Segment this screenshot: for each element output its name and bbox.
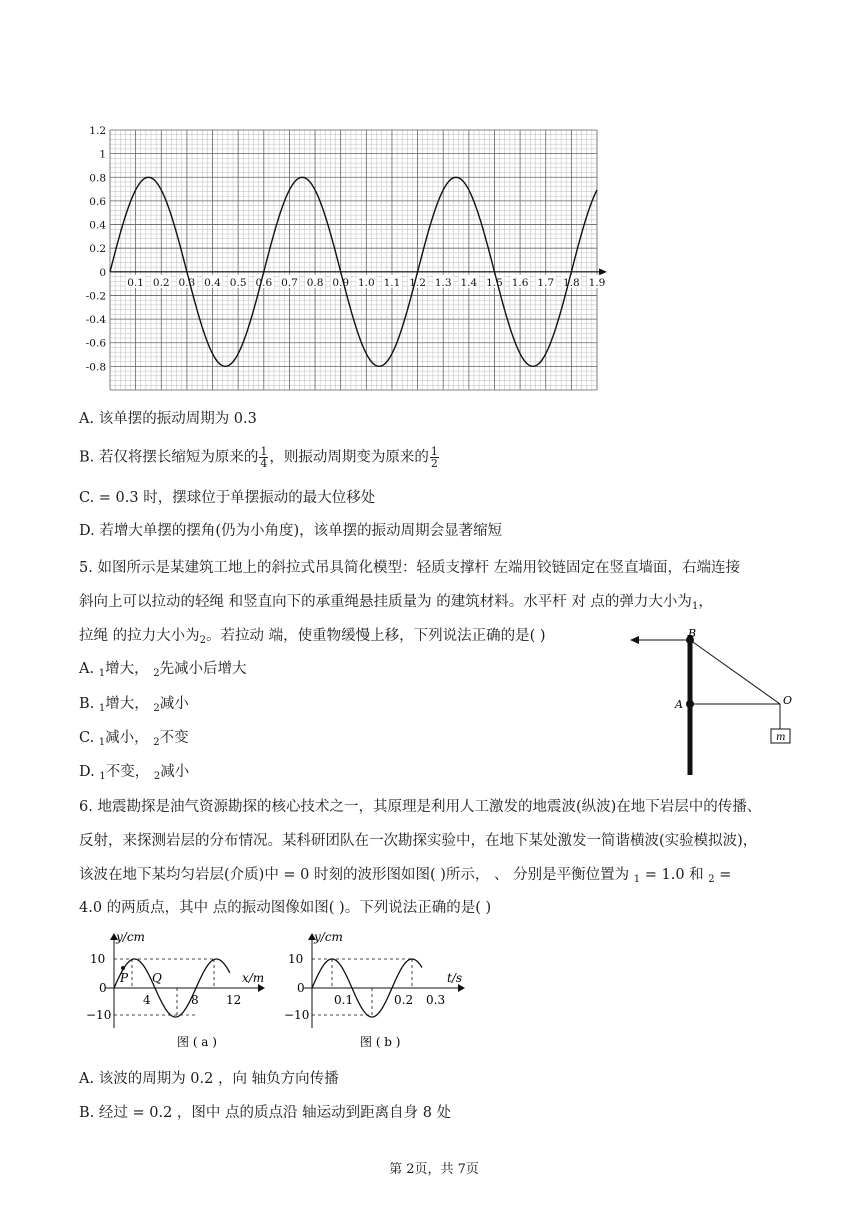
q6-option-b: B. 经过 = 0.2 ，图中 点的质点沿 轴运动到距离自身 8 处 [79, 1105, 452, 1121]
figure-caption-b: 图 ( b ) [360, 1035, 401, 1049]
subscript: 2 [153, 703, 160, 714]
option-label: D. [79, 764, 100, 780]
x-tick: 0.2 [394, 993, 414, 1007]
subscript: 2 [199, 635, 206, 646]
y-tick: −10 [86, 1008, 112, 1022]
subscript: 1 [98, 668, 106, 679]
arrow-head-icon [630, 636, 639, 644]
y-tick: 0 [99, 981, 107, 995]
q5-option-c [79, 728, 189, 753]
q4-option-b [79, 446, 440, 469]
x-axis-label: x/m [242, 971, 265, 985]
subscript: 1 [633, 874, 641, 885]
x-tick-label: 0.3 [178, 276, 196, 289]
q5-stem-line-3 [79, 626, 546, 651]
subscript: 1 [99, 771, 106, 782]
option-text: 不变 [159, 730, 189, 746]
x-tick-label: 0.2 [152, 276, 170, 289]
rope-bo [690, 640, 780, 704]
q5-stem-line-2-text: 斜向上可以拉动的轻绳 和竖直向下的承重绳悬挂质量为 的建筑材料。水平杆 对 点的弹力大小为 [79, 594, 692, 610]
q6-stem-line-3-mid: = 1.0 和 [640, 867, 709, 883]
subscript: 2 [708, 874, 715, 885]
q6-stem-line-3-end: = [714, 867, 732, 883]
y-tick-label: -0.6 [85, 337, 106, 350]
option-text: 不变， [105, 764, 154, 780]
y-tick: −10 [284, 1008, 310, 1022]
q6-stem-line-2: 反射，来探测岩层的分布情况。某科研团队在一次勘探实验中，在地下某处激发一简谐横波(实验模拟波)， [79, 833, 758, 849]
q6-stem-line-3 [79, 865, 731, 890]
label-b: B [688, 627, 697, 640]
y-axis-label: y/cm [314, 930, 343, 944]
q6-stem-line-4: 4.0 的两质点，其中 点的振动图像如图( )。下列说法正确的是( ) [79, 900, 492, 916]
x-tick: 0.1 [334, 993, 354, 1007]
fraction-denominator: 4 [260, 457, 268, 470]
x-tick-label: 0.5 [229, 276, 247, 289]
q6-option-a: A. 该波的周期为 0.2 ，向 轴负方向传播 [79, 1071, 339, 1087]
fraction-denominator: 2 [430, 457, 438, 470]
x-tick-label: 0.8 [306, 276, 324, 289]
x-tick: 0.3 [426, 993, 446, 1007]
x-tick-label: 1.7 [537, 276, 555, 289]
option-text: 增大， [105, 661, 154, 677]
x-axis-label: t/s [447, 971, 463, 985]
q4-option-b-text-1: B. 若仅将摆长缩短为原来的 [79, 449, 259, 466]
wave-graph-a [84, 928, 269, 1056]
x-tick-label: 1.2 [409, 276, 426, 289]
x-tick-label: 1.5 [486, 276, 503, 289]
subscript: 2 [153, 668, 160, 679]
x-tick-label: 0.4 [204, 276, 221, 289]
q4-option-a: A. 该单摆的振动周期为 0.3 [79, 411, 257, 427]
x-tick: 8 [191, 993, 199, 1007]
q5-stem-line-2 [79, 592, 713, 617]
point-p [121, 966, 125, 970]
x-tick-label: 0.7 [281, 276, 298, 289]
x-axis-arrow-icon [599, 268, 607, 275]
y-axis-label: y/cm [116, 930, 145, 944]
vibration-graph-b [282, 928, 472, 1056]
q4-option-d: D. 若增大单摆的摆角(仍为小角度)，该单摆的振动周期会显著缩短 [79, 523, 503, 539]
q5-stem-line-2-end: ， [698, 594, 713, 610]
label-q: Q [152, 971, 162, 985]
fraction-numerator: 1 [260, 445, 268, 458]
x-tick-label: 1.1 [383, 276, 401, 289]
x-tick: 12 [226, 993, 242, 1007]
q5-stem-line-1: 5. 如图所示是某建筑工地上的斜拉式吊具简化模型：轻质支撑杆 左端用铰链固定在竖直墙面，右端连接 [79, 560, 741, 576]
joint-a [686, 700, 694, 708]
x-tick-label: 0.9 [332, 276, 350, 289]
fraction-one-half [430, 446, 439, 469]
y-tick-label: 1.2 [89, 125, 106, 137]
crane-diagram [628, 625, 803, 780]
subscript: 1 [691, 601, 699, 612]
label-m: m [776, 732, 786, 743]
fraction-one-quarter [259, 446, 268, 469]
fraction-numerator: 1 [430, 445, 438, 458]
y-tick-label: -0.2 [85, 290, 106, 303]
page-footer: 第 2页，共 7页 [389, 1162, 479, 1177]
x-tick-label: 0.1 [127, 276, 144, 289]
x-tick-label: 1.8 [563, 276, 580, 289]
y-tick-label: 0.2 [89, 243, 106, 256]
subscript: 2 [153, 737, 160, 748]
q5-option-a [79, 659, 247, 684]
option-text: 先减小后增大 [159, 661, 247, 677]
x-tick: 4 [143, 993, 151, 1007]
y-tick-label: 0 [99, 266, 106, 279]
x-tick-label: 0.6 [255, 276, 273, 289]
option-text: 减小 [160, 764, 190, 780]
q5-stem-line-3-end: 。若拉动 端，使重物缓慢上移，下列说法正确的是( ) [205, 628, 546, 644]
y-tick: 10 [288, 952, 304, 966]
option-label: C. [79, 730, 99, 746]
x-tick-label: 1.9 [588, 276, 606, 289]
y-tick-label: 0.6 [89, 195, 106, 208]
label-p: P [120, 971, 129, 985]
option-text: 减小， [105, 730, 154, 746]
y-tick-label: 0.4 [89, 219, 106, 232]
subscript: 1 [98, 703, 106, 714]
x-tick-label: 1.4 [460, 276, 478, 289]
option-text: 增大， [105, 696, 154, 712]
x-tick-label: 1.3 [434, 276, 452, 289]
q4-option-c: C. = 0.3 时，摆球位于单摆振动的最大位移处 [79, 490, 376, 506]
q5-option-b [79, 694, 189, 719]
figure-caption-a: 图 ( a ) [177, 1035, 217, 1049]
y-tick-label: -0.4 [85, 314, 106, 327]
q6-stem-line-1: 6. 地震勘探是油气资源勘探的核心技术之一，其原理是利用人工激发的地震波(纵波)在地下岩层中的传播、 [79, 799, 762, 815]
subscript: 2 [153, 771, 161, 782]
q5-option-d [79, 762, 189, 787]
q6-stem-line-3-text: 该波在地下某均匀岩层(介质)中 = 0 时刻的波形图如图( )所示， 、 分别是平衡位置为 [79, 867, 634, 883]
option-label: A. [79, 661, 99, 677]
label-a: A [675, 698, 683, 711]
q4-option-b-text-2: ，则振动周期变为原来的 [269, 449, 429, 466]
option-label: B. [79, 696, 99, 712]
y-tick: 10 [90, 952, 106, 966]
oscillation-graph [70, 118, 615, 403]
y-tick: 0 [297, 981, 305, 995]
y-tick-label: -0.8 [85, 361, 106, 374]
subscript: 1 [98, 737, 106, 748]
y-tick-label: 0.8 [89, 172, 106, 185]
option-text: 减小 [159, 696, 189, 712]
x-tick-label: 1.0 [357, 276, 375, 289]
x-tick-label: 1.6 [511, 276, 529, 289]
q5-stem-line-3-text: 拉绳 的拉力大小为 [79, 628, 200, 644]
label-o: O [783, 694, 793, 707]
y-tick-label: 1 [99, 148, 106, 161]
